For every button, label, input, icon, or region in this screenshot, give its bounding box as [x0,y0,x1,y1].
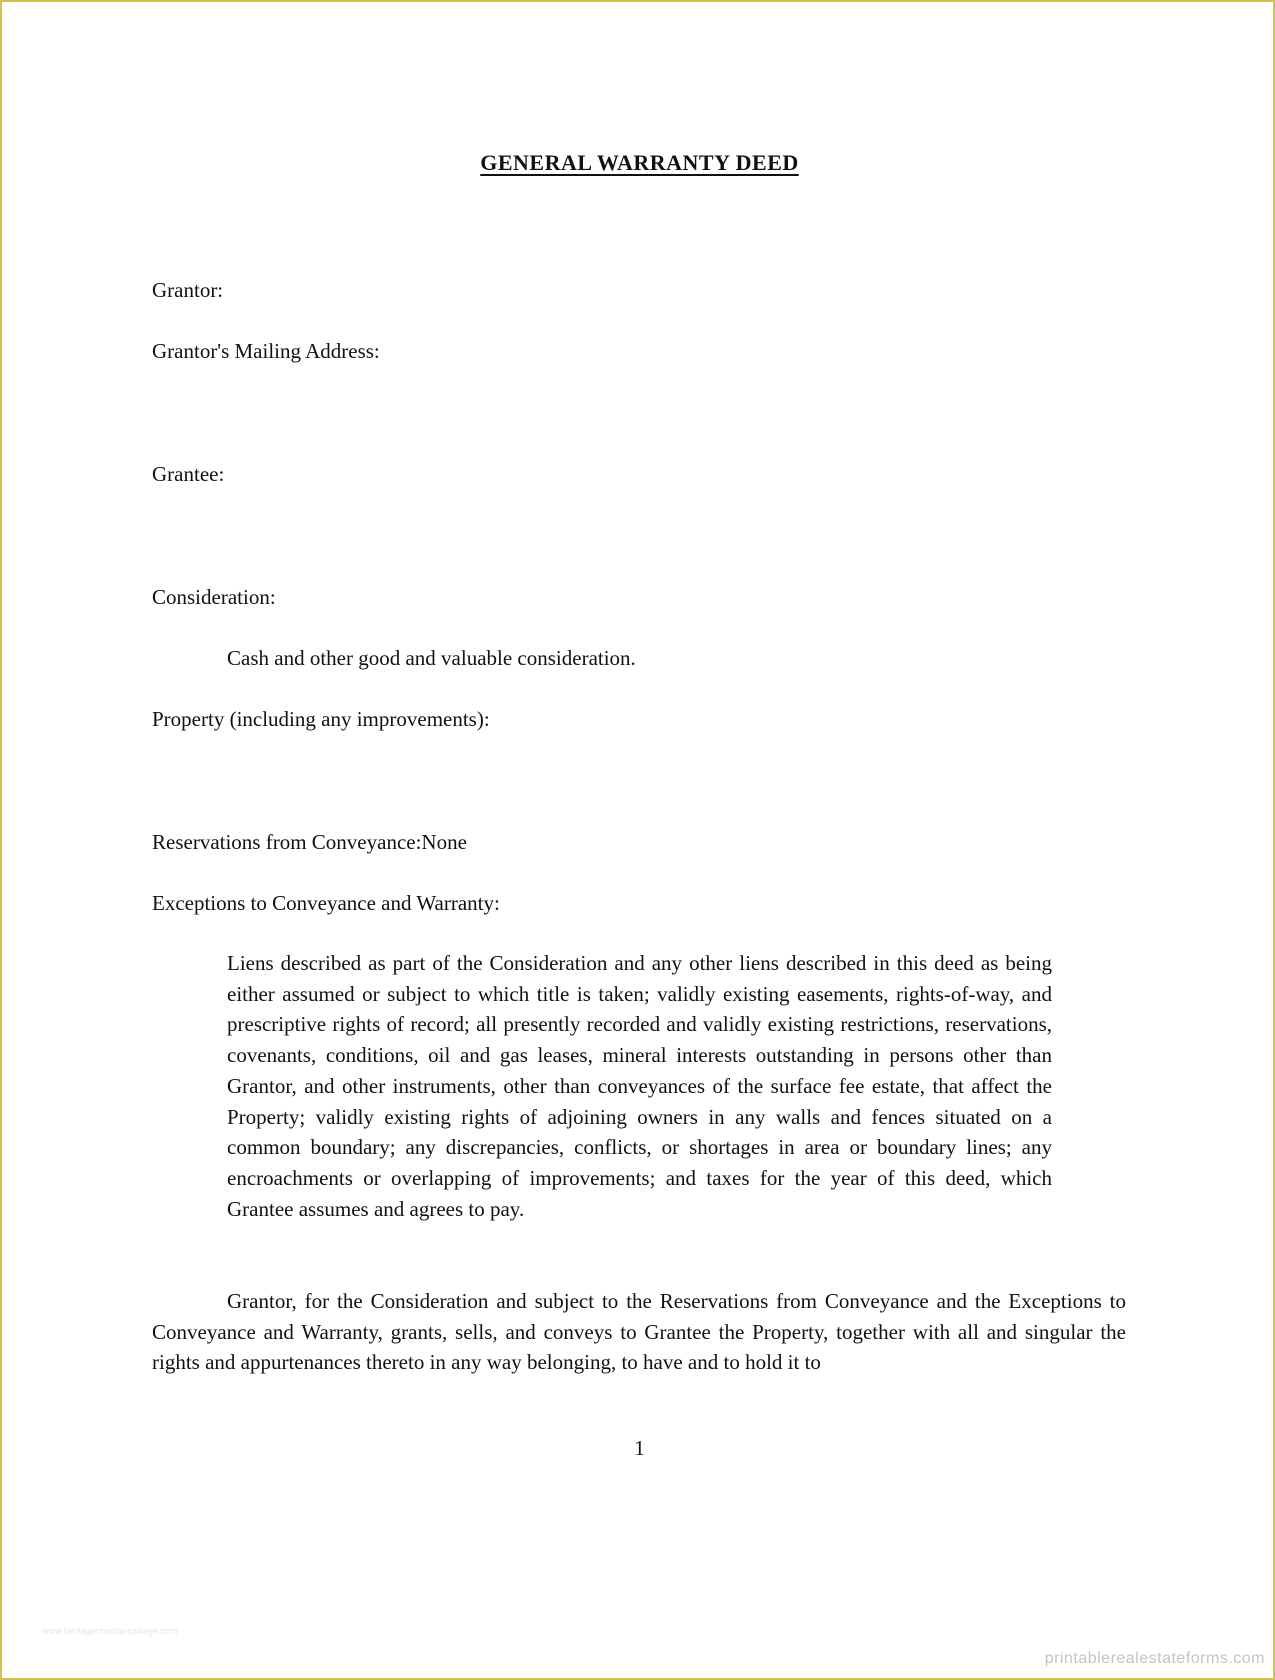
document-title: GENERAL WARRANTY DEED [480,150,799,175]
reservations-label: Reservations from Conveyance:None [152,830,467,854]
page-number: 1 [634,1436,645,1460]
faint-watermark: www.heritagechristiancollege.com [42,1626,178,1636]
exceptions-paragraph: Liens described as part of the Consideration and any other liens described in this deed as being either assumed or subject to which title is taken; validly existing easements, rights-of-way, and prescriptive rights of record; all presently recorded and validly existing restrictions, reservations, covenants, conditions, oil and gas leases, mineral interests outstanding in persons other than Grantor, and other instruments, other than conveyances of the surface fee estate, that affect the Property; validly existing rights of adjoining owners in any walls and fences situated on a common boundary; any discrepancies, conflicts, or shortages in area or boundary lines; any encroachments or overlapping of improvements; and taxes for the year of this deed, which Grantee assumes and agrees to pay. [227,951,1052,1221]
exceptions-label: Exceptions to Conveyance and Warranty: [152,891,500,915]
grantor-label: Grantor: [152,278,224,302]
grantee-label: Grantee: [152,462,225,486]
consideration-text: Cash and other good and valuable consideration. [227,646,636,670]
grantor-mailing-address-label: Grantor's Mailing Address: [152,339,380,363]
site-watermark: printablerealestateforms.com [1044,1650,1265,1667]
conveyance-paragraph: Grantor, for the Consideration and subject to the Reservations from Conveyance and the Exceptions to Conveyance and Warranty, grants, sells, and conveys to Grantee the Property, together with all and singular the rights and appurtenances thereto in any way belonging, to have and to hold it to [152,1289,1126,1375]
property-label: Property (including any improvements): [152,707,490,731]
consideration-label: Consideration: [152,585,276,609]
